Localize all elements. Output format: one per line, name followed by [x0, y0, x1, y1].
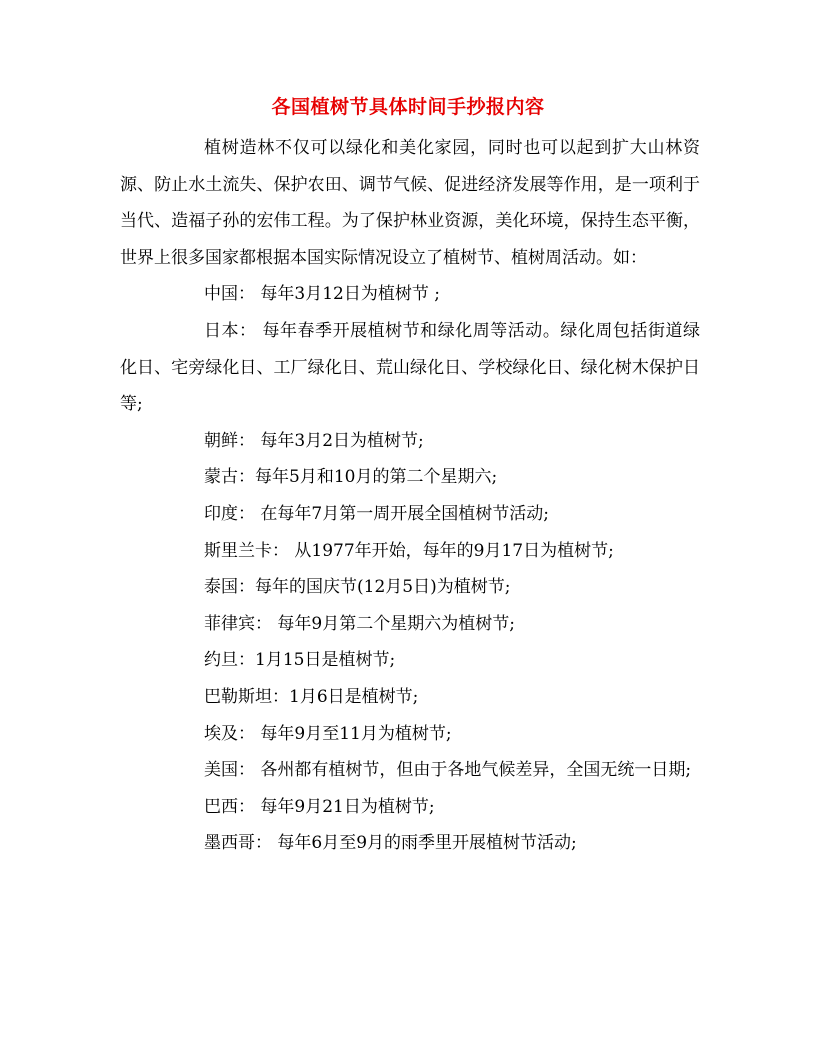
document-body	[120, 130, 700, 862]
list-item-philippines: 菲律宾： 每年9月第二个星期六为植树节;	[204, 613, 515, 634]
list-item-china: 中国： 每年3月12日为植树节 ;	[204, 284, 440, 305]
list-item-sri-lanka: 斯里兰卡： 从1977年开始，每年的9月17日为植树节;	[204, 540, 614, 561]
list-item-japan: 日本： 每年春季开展植树节和绿化周等活动。绿化周包括街道绿化日、宅旁绿化日、工厂绿化日、荒山绿化日、学校绿化日、绿化树木保护日等;	[120, 320, 700, 415]
list-item-brazil: 巴西： 每年9月21日为植树节;	[204, 796, 435, 817]
page-title: 各国植树节具体时间手抄报内容	[271, 96, 545, 118]
list-item-usa: 美国： 各州都有植树节，但由于各地气候差异，全国无统一日期;	[204, 760, 692, 781]
list-item-palestine: 巴勒斯坦：1月6日是植树节;	[204, 686, 419, 707]
list-item-mongolia: 蒙古：每年5月和10月的第二个星期六;	[204, 467, 498, 488]
list-item-mexico: 墨西哥： 每年6月至9月的雨季里开展植树节活动;	[204, 833, 577, 854]
list-item-egypt: 埃及： 每年9月至11月为植树节;	[204, 723, 452, 744]
list-item-thailand: 泰国：每年的国庆节(12月5日)为植树节;	[204, 577, 511, 598]
list-item-north-korea: 朝鲜： 每年3月2日为植树节;	[204, 430, 424, 451]
list-item-jordan: 约旦：1月15日是植树节;	[204, 650, 396, 671]
list-item-india: 印度： 在每年7月第一周开展全国植树节活动;	[204, 503, 549, 524]
intro-paragraph: 植树造林不仅可以绿化和美化家园，同时也可以起到扩大山林资源、防止水土流失、保护农田、调节气候、促进经济发展等作用，是一项利于当代、造福子孙的宏伟工程。为了保护林业资源，美化环境，保持生态平衡，世界上很多国家都根据本国实际情况设立了植树节、植树周活动。如：	[120, 138, 700, 268]
